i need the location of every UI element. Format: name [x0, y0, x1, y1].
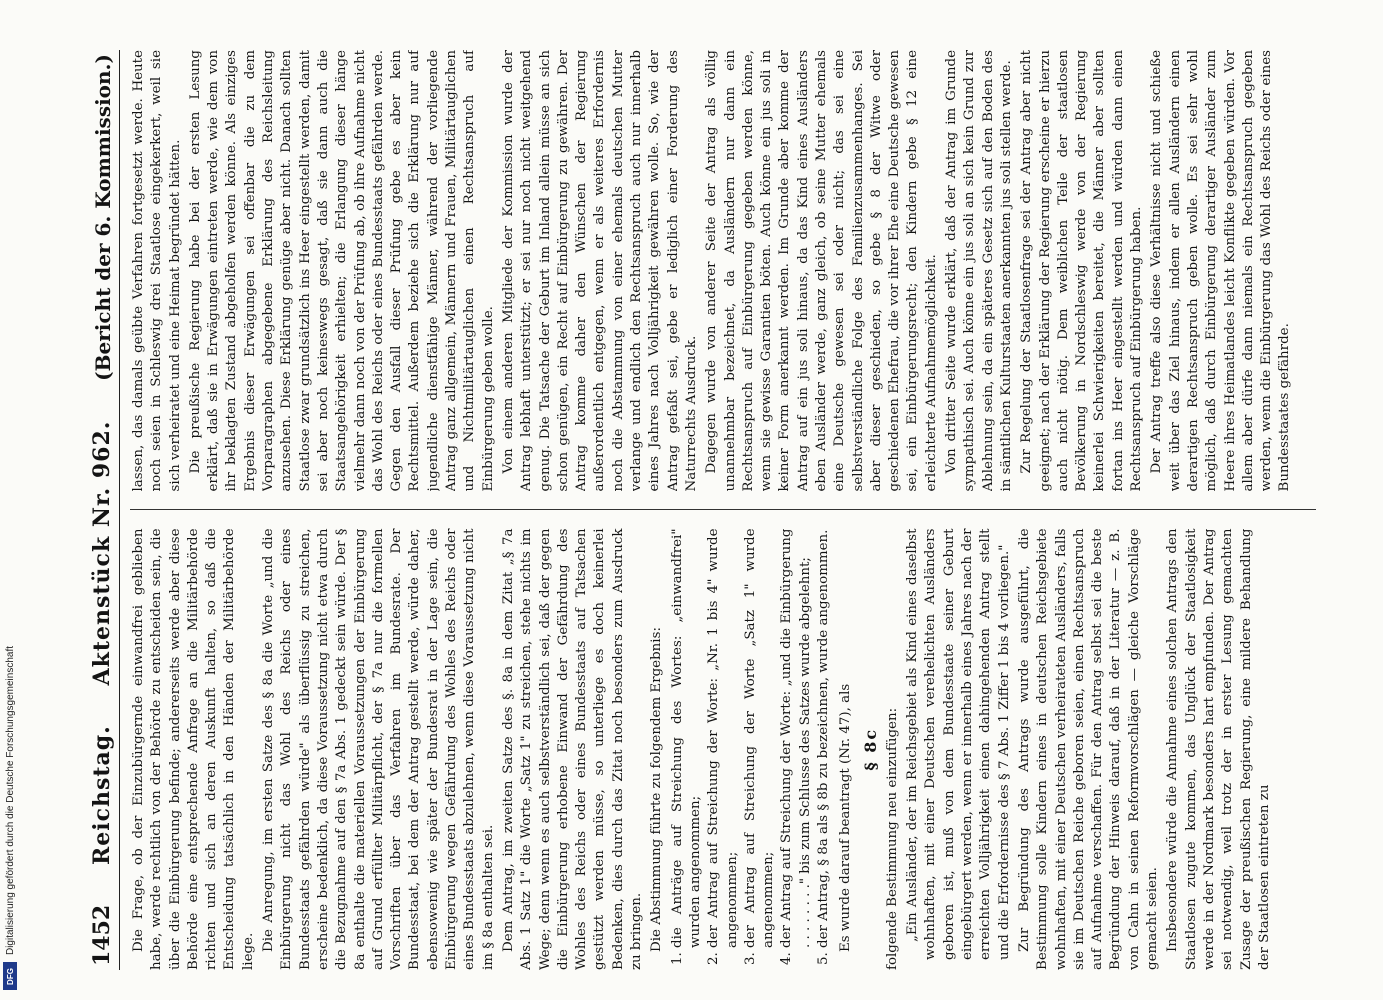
- paragraph: Der Antrag treffe also diese Verhältnisse nicht und schieße weit über das Ziel hinaus, indem er allen Ausländern einen derartigen Rechtsanspruch geben wolle. Es sei sehr wohl möglich, daß durch Einbürgerung derartiger Ausländer zum Heere ihres Heimatlandes leicht Konflikte gegeben würden. Vor allem aber dürfe dann niemals ein Rechtsanspruch gegeben werden, wenn die Einbürgerung das Wohl des Reichs oder eines Bundesstaates gefährde.: [1149, 50, 1293, 492]
- vote-result-list: [669, 529, 834, 971]
- digitization-credit: Digitalisierung gefördert durch die Deutsche Forschungsgemeinschaft: [5, 645, 17, 955]
- page-number: 1452: [89, 904, 115, 966]
- quoted-provision: „Ein Ausländer, der im Reichsgebiet als Kind eines daselbst wohnhaften, mit einer Deutschen verehelichten Ausländers geboren ist, muß von dem Bundesstaate seiner Geburt eingebürgert werden, wenn er innerhalb eines Jahres nach der erreichten Volljährigkeit einen dahingehenden Antrag stellt und die Erfordernisse des § 7 Abs. 1 Ziffer 1 bis 4 vorliegen.": [905, 528, 1012, 960]
- dfg-logo: DFG: [3, 962, 17, 990]
- document-number: Aktenstück Nr. 962.: [89, 420, 115, 686]
- list-item: 3. der Antrag auf Streichung der Worte „Satz 1" wurde angenommen;: [742, 529, 779, 949]
- list-item: 4. der Antrag auf Streichung der Worte: „und die Einbürgerung . . . . . . . ." bis zum Schlusse des Satzes wurde abgelehnt;: [778, 529, 815, 949]
- paragraph: Es wurde darauf beantragt (Nr. 47), als: [838, 683, 854, 952]
- paragraph: Von dritter Seite wurde erklärt, daß der Antrag im Grunde sympathisch sei. Auch könne ein jus soli an sich kein Grund zur Ablehnung sein, da ein späteres Gesetz sich auf den Boden des in sämtlichen Kulturstaaten anerkannten jus soli stellen werde.: [944, 50, 1014, 492]
- right-column: [130, 50, 1316, 492]
- text-columns: [130, 50, 1316, 970]
- paragraph: Die Anregung, im ersten Satze des § 8a die Worte „und die Einbürgerung nicht das Wohl des Reichs oder eines Bundesstaats gefährden würde" als überflüssig zu streichen, erscheine bedenklich, da diese Voraussetzung nicht etwa durch die Bezugnahme auf den § 7a Abs. 1 gedeckt sein würde. Der § 8a enthalte die materiellen Voraussetzungen der Einbürgerung auf Grund erfüllter Militärpflicht, der § 7a nur die formellen Vorschriften über das Verfahren im Bundesrate. Der Bundesstaat, bei dem der Antrag gestellt werde, würde daher, ebensowenig wie später der Bundesrat in der Lage sein, die Einbürgerung wegen Gefährdung des Wohles des Reichs oder eines Bundesstaats abzulehnen, wenn diese Voraussetzung nicht im § 8a enthalten sei.: [261, 528, 496, 970]
- rotated-sheet: [86, 50, 1316, 970]
- paragraph: Von einem anderen Mitgliede der Kommission wurde der Antrag lebhaft unterstützt; er sei nur noch nicht weitgehend genug. Die Tatsache der Geburt im Inland allein müsse an sich schon genügen, ein Recht auf Einbürgerung zu gewähren. Der Antrag komme daher den Wünschen der Regierung außerordentlich entgegen, wenn er als weiteres Erfordernis noch die Abstammung von einer ehemals deutschen Mutter verlange und endlich den Rechtsanspruch auch nur innerhalb eines Jahres nach Volljährigkeit gewähren wolle. So, wie der Antrag gefaßt sei, gebe er lediglich einer Forderung des Naturrechts Ausdruck.: [500, 50, 699, 492]
- paragraph: lassen, das damals geübte Verfahren fortgesetzt werde. Heute noch seien in Schleswig drei Staatlose eingekerkert, weil sie sich verheiratet und eine Heimat begründet hätten.: [131, 50, 183, 492]
- paragraph: Die Frage, ob der Einzubürgernde einwandfrei geblieben habe, werde rechtlich von der Behörde zu entscheiden sein, die über die Einbürgerung befinde; andererseits werde aber diese Behörde eine entsprechende Anfrage an die Militärbehörde richten und sich an deren Auskunft halten, so daß die Entscheidung tatsächlich in den Händen der Militärbehörde liege.: [131, 528, 256, 970]
- left-column: [130, 529, 1316, 971]
- running-head: [86, 50, 120, 970]
- paragraph: Zur Regelung der Staatlosenfrage sei der Antrag aber nicht geeignet; nach der Erklärung der Regierung erscheine er hierzu auch nicht nötig. Dem weiblichen Teile der staatlosen Bevölkerung in Nordschleswig werde von der Regierung keinerlei Schwierigkeiten bereitet, die Männer aber sollten fortan ins Heer eingestellt werden und würden dann einen Rechtsanspruch auf Einbürgerung haben.: [1019, 50, 1145, 492]
- paragraph: Dagegen wurde von anderer Seite der Antrag als völlig unannehmbar bezeichnet, da Ausländern nur dann ein Rechtsanspruch auf Einbürgerung gegeben werden könne, wenn sie gewisse Garantien böten. Auch könne ein jus soli in keiner Form anerkannt werden. Im Grunde aber komme der Antrag auf ein jus soli hinaus, da das Kind eines Ausländers eben Ausländer werde, ganz gleich, ob seine Mutter ehemals eine Deutsche gewesen sei oder nicht; das sei eine selbstverständliche Folge des Familienzusammenhanges. Sei aber dieser geschieden, so gebe § 8 der Witwe oder geschiedenen Ehefrau, die vor ihrer Ehe eine Deutsche gewesen sei, ein Einbürgerungsrecht; den Kindern gebe § 12 eine erleichterte Aufnahmemöglichkeit.: [704, 50, 939, 492]
- paragraph: Insbesondere würde die Annahme eines solchen Antrags den Staatlosen zugute kommen, das Unglück der Staatlosigkeit werde in der Nordmark besonders hart empfunden. Der Antrag sei notwendig, weil trotz der in erster Lesung gemachten Zusage der preußischen Regierung, eine mildere Behandlung der Staatlosen eintreten zu: [1165, 528, 1272, 970]
- list-item: 2. der Antrag auf Streichung der Worte: „Nr. 1 bis 4" wurde angenommen;: [705, 529, 742, 949]
- paragraph: folgende Bestimmung neu einzufügen:: [884, 707, 900, 970]
- paragraph: Die Abstimmung führte zu folgendem Ergebnis:: [649, 627, 665, 952]
- paragraph: Dem Antrag, im zweiten Satze des §. 8a in dem Zitat „§ 7a Abs. 1 Satz 1" die Worte „Satz 1" zu streichen, stehe nichts im Wege; denn wenn es auch selbstverständlich sei, daß der gegen die Einbürgerung erhobene Einwand der Gefährdung des Wohles des Reichs oder eines Bundesstaats auf Tatsachen gestützt werden müsse, so unterliege es doch keinerlei Bedenken, dies durch das Zitat noch besonders zum Ausdruck zu bringen.: [500, 528, 645, 970]
- sheet-content: [86, 50, 1316, 970]
- paragraph: Zur Begründung des Antrags wurde ausgeführt, die Bestimmung solle Kindern eines in deutschen Reichsgebiete wohnhaften, mit einer Deutschen verheirateten Ausländers, falls sie im Deutschen Reiche geboren seien, einen Rechtsanspruch auf Aufnahme verschaffen. Für den Antrag selbst sei die beste Begründung der Hinweis darauf, daß in der Literatur — z. B. von Cahn in seinen Reformvorschlägen — gleiche Vorschläge gemacht seien.: [1016, 528, 1161, 970]
- running-title: Reichstag.: [89, 725, 115, 866]
- list-item: 5. der Antrag, § 8a als § 8b zu bezeichnen, wurde angenommen.: [815, 529, 833, 949]
- paragraph: Die preußische Regierung habe bei der ersten Lesung erklärt, daß sie in Erwägungen eintreten werde, wie dem von ihr beklagten Zustand abgeholfen werden könne. Als einziges Ergebnis dieser Erwägungen sei offenbar die zu dem Vorparagraphen abgegebene Erklärung des Reichsleitung anzusehen. Diese Erklärung genüge aber nicht. Danach sollten Staatlose zwar grundsätzlich ins Heer eingestellt werden, damit sei aber noch keineswegs gesagt, daß sie dann auch die Staatsangehörigkeit erhielten; die Erlangung dieser hänge vielmehr dann noch von der Prüfung ab, ob ihre Aufnahme nicht das Wohl des Reichs oder eines Bundesstaats gefährden werde. Gegen den Ausfall dieser Prüfung gebe es aber kein Rechtsmittel. Außerdem beziehe sich die Erklärung nur auf jugendliche dienstfähige Männer, während der vorliegende Antrag ganz allgemein, Männern und Frauen, Militärtauglichen und Nichtmilitärtauglichen einen Rechtsanspruch auf Einbürgerung geben wolle.: [187, 50, 496, 492]
- report-title: (Bericht der 6. Kommission.): [91, 54, 115, 381]
- section-heading: § 8c: [860, 727, 880, 771]
- list-item: 1. die Anträge auf Streichung des Wortes: „einwandfrei" wurden angenommen;: [669, 529, 706, 949]
- column-divider: [130, 510, 1316, 511]
